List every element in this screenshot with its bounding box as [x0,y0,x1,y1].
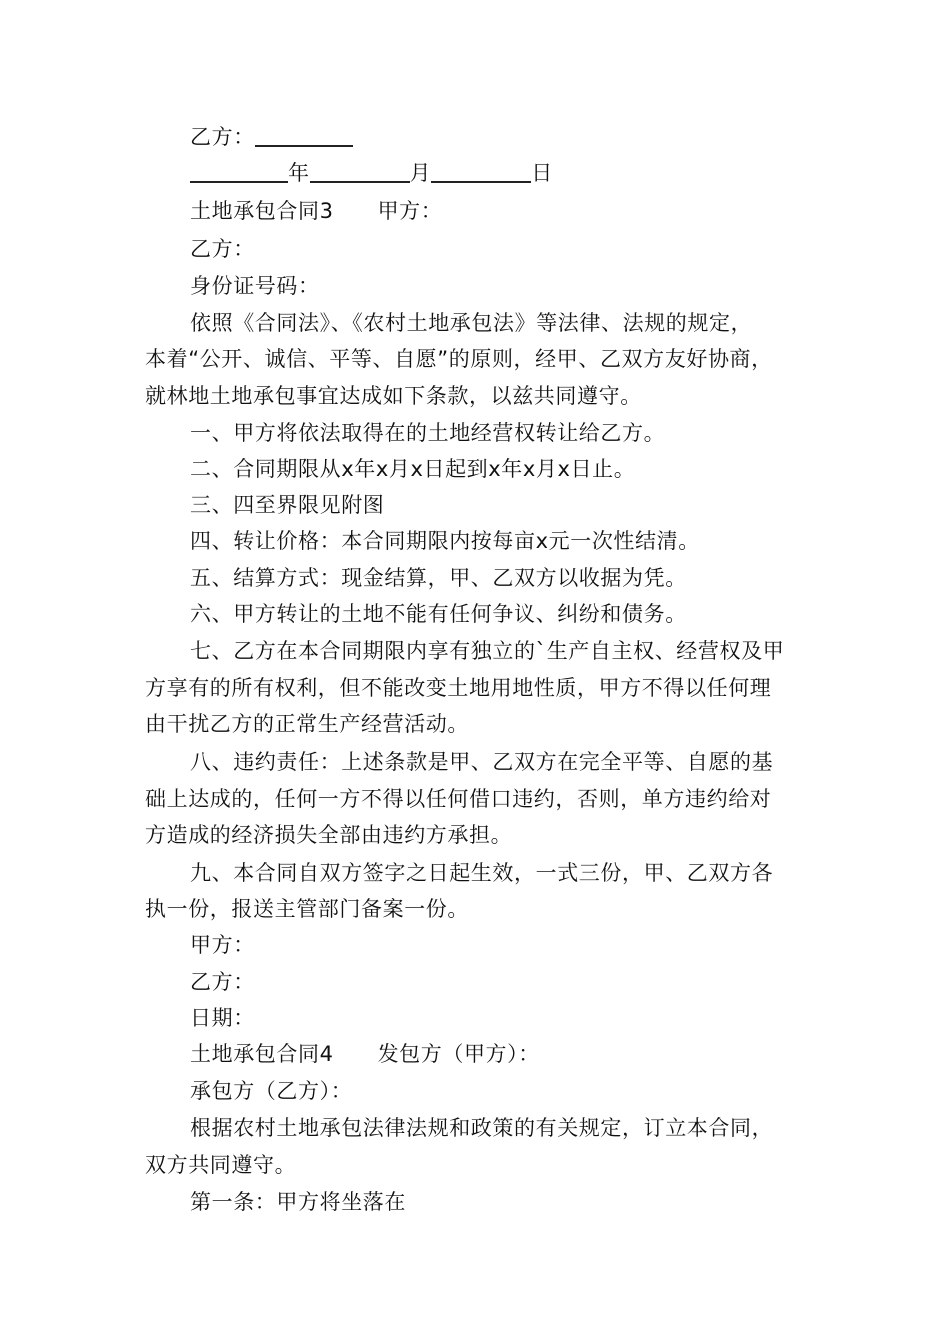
clause-8-line-3: 方造成的经济损失全部由违约方承担。 [145,823,513,847]
clause-2: 二、合同期限从x年x月x日起到x年x月x日止。 [190,457,636,481]
contract-3-party-a: 甲方： [377,199,443,223]
clause-7-line-1: 七、乙方在本合同期限内享有独立的`生产自主权、经营权及甲 [190,639,785,663]
signature-party-a: 甲方： [190,933,255,957]
clause-8-line-2: 础上达成的，任何一方不得以任何借口违约，否则，单方违约给对 [145,787,772,811]
month-label: 月 [409,161,432,185]
clause-9-line-2: 执一份，报送主管部门备案一份。 [145,897,469,921]
clause-9-line-1: 九、本合同自双方签字之日起生效，一式三份，甲、乙双方各 [190,861,774,885]
clause-4: 四、转让价格：本合同期限内按每亩x元一次性结清。 [190,529,700,553]
contract-3-heading [190,194,815,228]
day-blank [431,159,531,183]
contract-4-title: 土地承包合同4 [190,1042,334,1066]
party-b-blank [255,123,353,147]
contract-3-party-b: 乙方： [190,237,255,261]
clause-7-line-2: 方享有的所有权利，但不能改变土地用地性质，甲方不得以任何理 [145,676,772,700]
contract-4-issuer: 发包方（甲方）： [377,1042,540,1066]
clause-5: 五、结算方式：现金结算，甲、乙双方以收据为凭。 [190,566,687,590]
clause-8-line-1: 八、违约责任：上述条款是甲、乙双方在完全平等、自愿的基 [190,750,774,774]
signature-party-b: 乙方： [190,970,255,994]
year-label: 年 [288,161,310,185]
party-b-label: 乙方： [190,125,255,149]
date-line [190,156,815,190]
clause-1: 一、甲方将依法取得在的土地经营权转让给乙方。 [190,421,666,445]
clause-7-line-3: 由干扰乙方的正常生产经营活动。 [145,712,469,736]
preamble-line-1: 依照《合同法》、《农村土地承包法》等法律、法规的规定， [190,311,753,335]
contract-4-heading [190,1037,815,1071]
month-blank [310,159,410,183]
party-b-line [190,120,815,154]
article-1: 第一条：甲方将坐落在 [190,1190,406,1214]
clause-3: 三、四至界限见附图 [190,493,385,517]
preamble-line-3: 就林地土地承包事宜达成如下条款，以兹共同遵守。 [145,384,642,408]
contract-4-contractor: 承包方（乙方）： [190,1079,353,1103]
id-number-line: 身份证号码： [190,274,320,298]
clause-6: 六、甲方转让的土地不能有任何争议、纠纷和债务。 [190,602,687,626]
signature-date: 日期： [190,1006,255,1030]
contract-4-preamble-2: 双方共同遵守。 [145,1153,297,1177]
contract-4-preamble-1: 根据农村土地承包法律法规和政策的有关规定，订立本合同， [190,1116,774,1140]
preamble-line-2: 本着“公开、诚信、平等、自愿”的原则，经甲、乙双方友好协商， [145,347,773,371]
year-blank [190,159,288,183]
day-label: 日 [531,161,553,185]
contract-3-title: 土地承包合同3 [190,199,334,223]
